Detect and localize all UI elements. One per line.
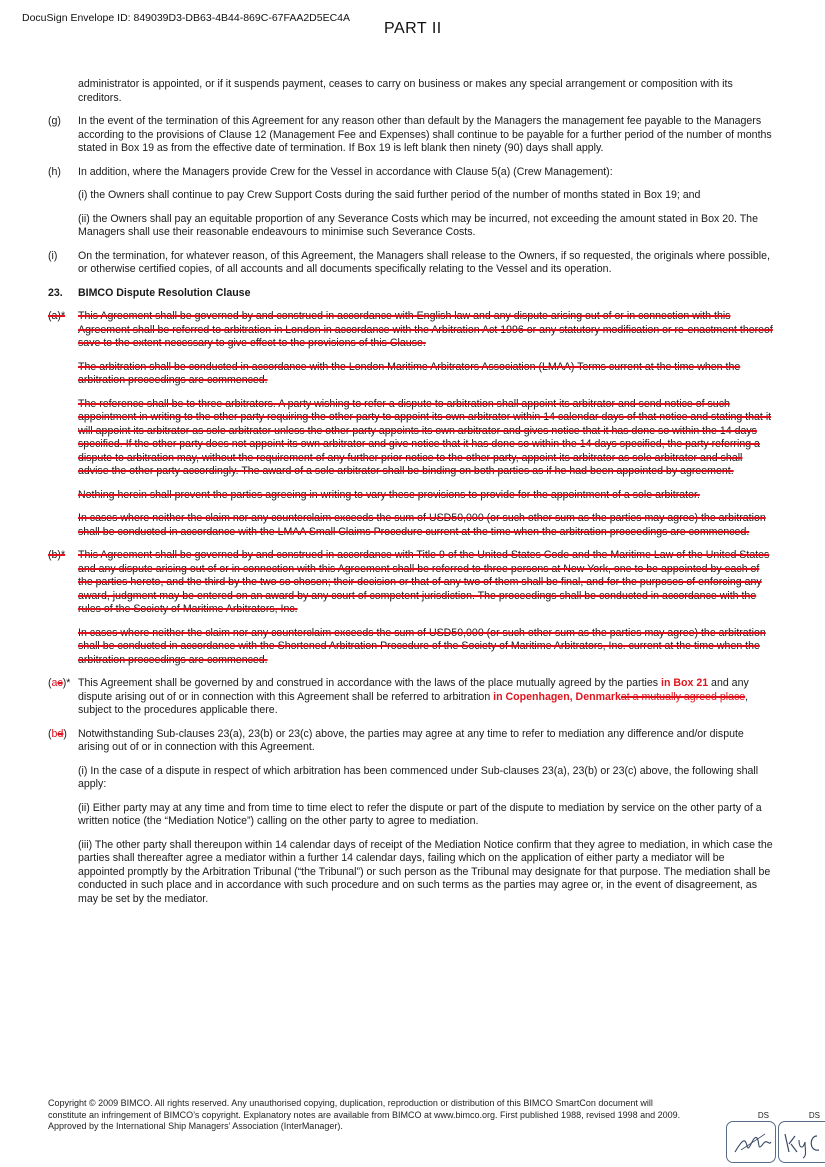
initials-signature-1	[727, 1122, 775, 1162]
clause-text-part: This Agreement shall be governed by and construed in accordance with the laws of the place mutually agreed by the parties	[78, 677, 661, 689]
clause-text-part: , subject to the procedures applicable there.	[78, 690, 749, 716]
clause-label: (h)	[48, 165, 61, 178]
deleted-label: d	[57, 727, 64, 740]
clause-label	[48, 677, 78, 718]
document-body	[48, 78, 774, 916]
clause-22-i	[48, 250, 774, 277]
clause-22-h-i: (i) the Owners shall continue to pay Crew Support Costs during the said further period of the number of months stated in Box 19; and	[78, 189, 701, 201]
clause-text: In addition, where the Managers provide Crew for the Vessel in accordance with Clause 5(a) (Crew Management):	[78, 165, 613, 178]
initials-signature-2	[779, 1122, 825, 1162]
copyright-footer	[48, 1098, 760, 1133]
footer-line: constitute an infringement of BIMCO’s copyright. Explanatory notes are available from BIMCO at www.bimco.org. First published 1988, revised 1998 and 2009.	[48, 1109, 681, 1120]
clause-22-continuation: administrator is appointed, or if it suspends payment, ceases to carry on business or makes any special arrangement or composition with its creditors.	[78, 78, 733, 104]
deleted-text: In cases where neither the claim nor any counterclaim exceeds the sum of USD50,000 (or such other sum as the parties may agree) the arbitration shall be conducted in accordance with the LMAA Small Claims Procedure current at the time when the arbitration proceedings are commenced.	[78, 512, 766, 538]
label-paren: (	[48, 677, 52, 689]
inserted-text: in Box 21	[661, 677, 709, 689]
clause-23-heading	[48, 287, 774, 301]
clause-text	[78, 677, 774, 718]
label-paren: )*	[62, 677, 71, 689]
clause-22-h-ii: (ii) the Owners shall pay an equitable proportion of any Severance Costs which may be incurred, not exceeding the amount stated in Box 20. The Managers shall use their reasonable endeavours to minimise such Severance Costs.	[78, 212, 758, 238]
clause-text: On the termination, for whatever reason, of this Agreement, the Managers shall release to the Owners, if so requested, the originals where possible, or otherwise certified copies, of all accounts and all documents specifically relating to the Vessel and its operation.	[78, 249, 770, 275]
clause-22-h	[48, 166, 774, 240]
footer-line: Copyright © 2009 BIMCO. All rights reserved. Any unauthorised copying, duplication, reproduction or distribution of this BIMCO SmartCon document will	[48, 1098, 653, 1108]
clause-23-b-deleted	[48, 549, 774, 617]
inserted-label: b	[51, 727, 58, 740]
clause-23-d-i: (i) In the case of a dispute in respect of which arbitration has been commenced under Sub-clauses 23(a), 23(b) or 23(c) above, the following shall apply:	[78, 764, 759, 790]
deleted-text: The arbitration shall be conducted in accordance with the London Maritime Arbitrators Association (LMAA) Terms current at the time when the arbitration proceedings are commenced.	[78, 360, 741, 386]
clause-23-d-ii: (ii) Either party may at any time and from time to time elect to refer the dispute or part of the dispute to mediation by service on the other party of a written notice (the “Mediation Notice”) calling on the other party to agree to mediation.	[78, 801, 762, 827]
deleted-text: The reference shall be to three arbitrators. A party wishing to refer a dispute to arbitration shall appoint its arbitrator and send notice of such appointment in writing to the other party requiring the other party to appoint its own arbitrator within 14 calendar days of that notice and stating that it will appoint its arbitrator as sole arbitrator unless the other party appoints its own arbitrator and gives notice that it has done so within the 14 days specified. If the other party does not appoint its own arbitrator and give notice that it has done so within the 14 days specified, the party referring a dispute to arbitration may, without the requirement of any further prior notice to the other party, appoint its arbitrator as sole arbitrator and shall advise the other party accordingly. The award of a sole arbitrator shall be binding on both parties as if he had been appointed by agreement.	[78, 397, 772, 477]
clause-23-d-iii: (iii) The other party shall thereupon within 14 calendar days of receipt of the Mediation Notice confirm that they agree to mediation, in which case the parties shall thereafter agree a mediator within a further 14 calendar days, failing which on the application of either party a mediator will be appointed promptly by the Arbitration Tribunal (“the Tribunal”) or such person as the Tribunal may designate for that purpose. The mediation shall be conducted in such place and in accordance with such procedure and on such terms as the parties may agree or, in the event of disagreement, as may be set by the mediator.	[78, 838, 773, 905]
deleted-label: c	[57, 677, 63, 689]
deleted-text: This Agreement shall be governed by and construed in accordance with Title 9 of the United States Code and the Maritime Law of the United States and any dispute arising out of or in connection with this Agreement shall be referred to three persons at New York, one to be appointed by each of the parties hereto, and the third by the two so chosen; their decision or that of any two of them shall be final, and for the purposes of enforcing any award, judgment may be entered on an award by any court of competent jurisdiction. The proceedings shall be conducted in accordance with the rules of the Society of Maritime Arbitrators, Inc.	[78, 549, 770, 615]
clause-label: (b)*	[48, 549, 66, 561]
clause-text: Notwithstanding Sub-clauses 23(a), 23(b) or 23(c) above, the parties may agree at any time to refer to mediation any difference and/or dispute arising out of or in connection with this Agreement.	[78, 727, 744, 753]
clause-number: 23.	[48, 286, 63, 299]
deleted-text: In cases where neither the claim nor any counterclaim exceeds the sum of USD50,000 (or such other sum as the parties may agree) the arbitration shall be conducted in accordance with the Shortened Arbitration Procedure of the Society of Maritime Arbitrators, Inc. current at the time when the arbitration proceedings are commenced.	[78, 626, 766, 666]
ds-label: DS	[808, 1111, 820, 1120]
docusign-initials-box-2[interactable]	[778, 1111, 825, 1163]
deleted-text: Nothing herein shall prevent the parties agreeing in writing to vary these provisions to provide for the appointment of a sole arbitrator.	[78, 488, 700, 501]
deleted-text: at a mutually agreed place	[620, 690, 746, 703]
clause-23-d	[48, 728, 774, 907]
deleted-text: This Agreement shall be governed by and construed in accordance with English law and any dispute arising out of or in connection with this Agreement shall be referred to arbitration in London in accordance with the Arbitration Act 1996 or any statutory modification or re-enactment thereof save to the extent necessary to give effect to the provisions of this Clause.	[78, 310, 773, 349]
envelope-id: DocuSign Envelope ID: 849039D3-DB63-4B44-869C-67FAA2D5EC4A	[22, 12, 351, 24]
clause-23-a-deleted	[48, 310, 774, 351]
ds-label: DS	[757, 1111, 769, 1120]
clause-text-part: and any dispute arising out of or in connection with this Agreement shall be referred to arbitration	[78, 677, 749, 703]
label-paren: (	[48, 727, 52, 740]
clause-label: (g)	[48, 115, 61, 127]
clause-22-g	[48, 115, 774, 156]
clause-text: In the event of the termination of this Agreement for any reason other than default by the Managers the management fee payable to the Managers according to the provisions of Clause 12 (Management Fee and Expenses) shall continue to be payable for a further period of the number of months stated in Box 19 as from the effective date of termination. If Box 19 is left blank then ninety (90) days shall apply.	[78, 115, 772, 154]
clause-label: (i)	[48, 249, 58, 262]
footer-line: Approved by the International Ship Managers’ Association (InterManager).	[48, 1121, 343, 1131]
inserted-label: a	[51, 677, 58, 689]
clause-title: BIMCO Dispute Resolution Clause	[78, 286, 251, 299]
inserted-text: in Copenhagen, Denmark	[493, 690, 621, 703]
docusign-initials-box-1[interactable]	[726, 1111, 776, 1163]
clause-label	[48, 728, 78, 907]
clause-23-c	[48, 677, 774, 718]
clause-label: (a)*	[48, 310, 66, 322]
part-title: PART II	[384, 20, 442, 37]
label-paren: )	[63, 727, 67, 740]
